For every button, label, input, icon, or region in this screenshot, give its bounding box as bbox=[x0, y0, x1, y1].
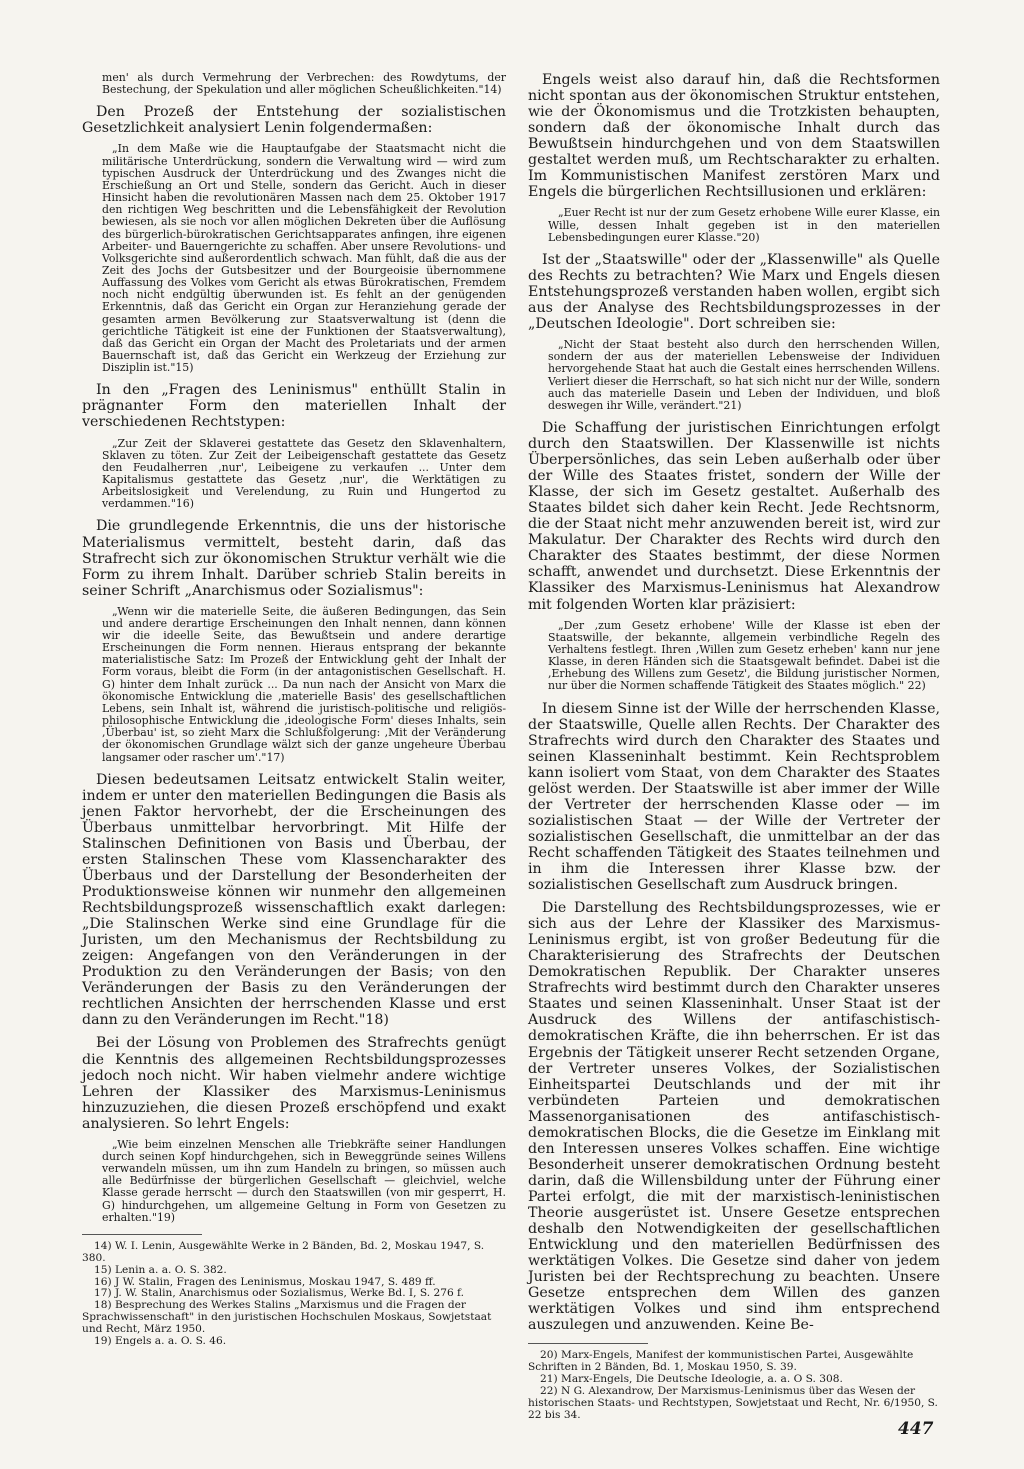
body-paragraph: Ist der „Staatswille" oder der „Klassenwille" als Quelle des Rechts zu betrachten? Wie Marx und Engels diesen Entstehungsprozeß verstanden haben wollen, ergibt sich aus der Analyse des Rechtsbildungsprozesses in der „Deutschen Ideologie". Dort schreiben sie: bbox=[528, 251, 940, 333]
footnote: 21) Marx-Engels, Die Deutsche Ideologie, a. a. O S. 308. bbox=[540, 1373, 843, 1386]
body-paragraph: Engels weist also darauf hin, daß die Rechtsformen nicht spontan aus der ökonomischen Struktur entstehen, wie der Ökonomismus und die Trotzkisten behaupten, sondern daß der ökonomische Inhalt durch das Bewußtsein hindurchgehen und von dem Staatswillen gestaltet werden muß, um Rechtscharakter zu erhalten. Im Kommunistischen Manifest zerstören Marx und Engels die bürgerlichen Rechtsillusionen und erklären: bbox=[528, 72, 940, 201]
right-column bbox=[528, 72, 940, 1422]
footnote: 14) W. I. Lenin, Ausgewählte Werke in 2 Bänden, Bd. 2, Moskau 1947, S. 380. bbox=[82, 1239, 485, 1264]
block-quote: „Zur Zeit der Sklaverei gestattete das Gesetz den Sklavenhaltern, Sklaven zu töten. Zur Zeit der Leibeigenschaft gestattete das Gesetz den Feudalherren ,nur', Leibeigene zu verkaufen ... Unter dem Kapitalismus gestattete das Gesetz ,nur', die Werktätigen zu Arbeitslosigkeit und Verelendung, zu Ruin und Hungertod zu verdammen."16) bbox=[102, 436, 506, 511]
footnote: 17) J. W. Stalin, Anarchismus oder Sozialismus, Werke Bd. I, S. 276 f. bbox=[94, 1287, 464, 1300]
block-quote: „Wie beim einzelnen Menschen alle Triebkräfte seiner Handlungen durch seinen Kopf hindurchgehen, sich in Beweggründe seines Willens verwandeln müssen, um ihn zum Handeln zu bringen, so müssen auch alle Bedürfnisse der bürgerlichen Gesellschaft — gleichviel, welche Klasse gerade herrscht — durch den Staatswillen (von mir gesperrt, H. G) hindurchgehen, um allgemeine Geltung in Form von Gesetzen zu erhalten."19) bbox=[102, 1137, 506, 1224]
block-quote: „Nicht der Staat besteht also durch den herrschenden Willen, sondern der aus der materiellen Lebensweise der Individuen hervorgehende Staat hat auch die Gestalt eines herrschenden Willens. Verliert dieser die Herrschaft, so hat sich nicht nur der Wille, sondern auch das materielle Dasein und Leben der Individuen, und bloß deswegen ihr Wille, verändert."21) bbox=[548, 338, 940, 412]
left-footnotes bbox=[82, 1241, 506, 1348]
block-quote: men' als durch Vermehrung der Verbrechen: des Rowdytums, der Bestechung, der Spekulation und aller möglichen Scheußlichkeiten."14) bbox=[102, 71, 506, 97]
footnote: 19) Engels a. a. O. S. 46. bbox=[94, 1335, 227, 1348]
body-paragraph: Diesen bedeutsamen Leitsatz entwickelt Stalin weiter, indem er unter den materiellen Bedingungen die Basis als jenen Faktor hervorhebt, der die Erscheinungen des Überbaus unmittelbar hervorbringt. Mit Hilfe der Stalinschen Definitionen von Basis und Überbau, der ersten Stalinschen These vom Klassencharakter des Überbaus und der Darstellung der Besonderheiten der Produktionsweise können wir nunmehr den allgemeinen Rechtsbildungsprozeß wissenschaftlich exakt darlegen: „Die Stalinschen Werke sind eine Grundlage für die Juristen, um den Mechanismus der Rechtsbildung zu zeigen: Angefangen von den Veränderungen in der Produktion zu den Veränderungen der Basis; von den Veränderungen der Basis zu den Veränderungen der rechtlichen Ansichten der herrschenden Klasse und erst dann zu den Veränderungen im Recht."18) bbox=[82, 771, 506, 1029]
footnote: 16) J W. Stalin, Fragen des Leninismus, Moskau 1947, S. 489 ff. bbox=[94, 1275, 436, 1288]
footnote: 15) Lenin a. a. O. S. 382. bbox=[94, 1263, 227, 1276]
body-paragraph: Bei der Lösung von Problemen des Strafrechts genügt die Kenntnis des allgemeinen Rechtsbildungsprozesses jedoch noch nicht. Wir haben vielmehr andere wichtige Lehren der Klassiker des Marxismus-Leninismus hinzuzuziehen, die diesen Prozeß erschöpfend und exakt analysieren. So lehrt Engels: bbox=[82, 1035, 506, 1132]
left-body bbox=[82, 72, 506, 1224]
body-paragraph: Die Darstellung des Rechtsbildungsprozesses, wie er sich aus der Lehre der Klassiker des Marxismus-Leninismus ergibt, ist von großer Bedeutung für die Charakterisierung des Strafrechts der Deutschen Demokratischen Republik. Der Charakter unseres Strafrechts wird bestimmt durch den Charakter unseres Staates und seinen Klasseninhalt. Unser Staat ist der Ausdruck des Willens der antifaschistisch-demokratischen Kräfte, die ihn beherrschen. Er ist das Ergebnis der Tätigkeit unserer Recht setzenden Organe, der Vertreter unseres Volkes, der Sozialistischen Einheitspartei Deutschlands und der mit ihr verbündeten Parteien und demokratischen Massenorganisationen des antifaschistisch-demokratischen Blocks, die die Gesetze im Einklang mit den Interessen unseres Volkes schaffen. Eine wichtige Besonderheit unserer demokratischen Ordnung besteht darin, daß die Willensbildung unter der Führung einer Partei erfolgt, die mit der marxistisch-leninistischen Theorie ausgerüstet ist. Unsere Gesetze entsprechen deshalb den Notwendigkeiten der gesellschaftlichen Entwicklung und den materiellen Bedürfnissen des werktätigen Volkes. Die Gesetze sind daher von jedem Juristen bei der Rechtsprechung zu beachten. Unsere Gesetze entsprechen dem Willen des ganzen werktätigen Volkes und sind ihm entsprechend auszulegen und anzuwenden. Keine Be- bbox=[528, 900, 940, 1334]
page-number: 447 bbox=[898, 1419, 934, 1439]
body-paragraph: In diesem Sinne ist der Wille der herrschenden Klasse, der Staatswille, Quelle allen Rechts. Der Charakter des Strafrechts wird durch den Charakter des Staates und seinen Klasseninhalt bestimmt. Kein Rechtsproblem kann isoliert vom Staat, von dem Charakter des Staates gelöst werden. Der Staatswille ist aber immer der Wille der Vertreter der herrschenden Klasse oder — im sozialistischen Staat — der Wille der Vertreter der sozialistischen Gesellschaft, die unmittelbar an der das Recht schaffenden Tätigkeit des Staates teilnehmen und in ihm die Interessen ihrer Klasse bzw. der sozialistischen Gesellschaft zum Ausdruck bringen. bbox=[528, 700, 940, 894]
left-column bbox=[82, 72, 506, 1348]
right-footnotes bbox=[528, 1350, 940, 1421]
footnote-rule bbox=[82, 1234, 202, 1235]
body-paragraph: Den Prozeß der Entstehung der sozialistischen Gesetzlichkeit analysiert Lenin folgendermaßen: bbox=[82, 104, 506, 137]
body-paragraph: In den „Fragen des Leninismus" enthüllt Stalin in prägnanter Form den materiellen Inhalt der verschiedenen Rechtstypen: bbox=[82, 382, 506, 431]
footnote-rule bbox=[528, 1343, 648, 1344]
block-quote: „Euer Recht ist nur der zum Gesetz erhobene Wille eurer Klasse, ein Wille, dessen Inhalt gegeben ist in den materiellen Lebensbedingungen eurer Klasse."20) bbox=[548, 206, 940, 244]
footnote: 22) N G. Alexandrow, Der Marxismus-Leninismus über das Wesen der historischen Staats- und Rechtstypen, Sowjetstaat und Recht, Nr. 6/1950, S. 22 bis 34. bbox=[528, 1385, 938, 1421]
footnote: 18) Besprechung des Werkes Stalins „Marxismus und die Fragen der Sprachwissenschaft" in den juristischen Hochschulen Moskaus, Sowjetstaat und Recht, März 1950. bbox=[82, 1299, 492, 1336]
body-paragraph: Die Schaffung der juristischen Einrichtungen erfolgt durch den Staatswillen. Der Klassenwille ist nichts Überpersönliches, das sein Leben außerhalb oder über der Wille des Staates fristet, sondern der Wille der Klasse, der sich im Gesetz gestaltet. Außerhalb des Staates bildet sich daher kein Recht. Jede Rechtsnorm, die der Staat nicht mehr anzuwenden bereit ist, wird zur Makulatur. Der Charakter des Rechts wird durch den Charakter des Staates bestimmt, der diese Normen schafft, anwendet und durchsetzt. Diese Erkenntnis der Klassiker des Marxismus-Leninismus hat Alexandrow mit folgenden Worten klar präzisiert: bbox=[528, 420, 940, 613]
block-quote: „Wenn wir die materielle Seite, die äußeren Bedingungen, das Sein und andere derartige Erscheinungen den Inhalt nennen, dann können wir die ideelle Seite, das Bewußtsein und andere derartige Erscheinungen die Form nennen. Hieraus entsprang der bekannte materialistische Satz: Im Prozeß der Entwicklung geht der Inhalt der Form voraus, bleibt die Form (in der antagonistischen Gesellschaft. H. G) hinter dem Inhalt zurück ... Da nun nach der Ansicht von Marx die ökonomische Entwicklung die ,materielle Basis' des gesellschaftlichen Lebens, sein Inhalt ist, während die juristisch-politische und religiös-philosophische Entwicklung die ,ideologische Form' dieses Inhalts, sein ,Überbau' ist, so zieht Marx die Schlußfolgerung: ,Mit der Veränderung der ökonomischen Grundlage wälzt sich der ganze ungeheure Überbau langsamer oder rascher um'."17) bbox=[102, 604, 506, 764]
block-quote: „Der ,zum Gesetz erhobene' Wille der Klasse ist eben der Staatswille, der bekannte, allgemein verbindliche Regeln des Verhaltens festlegt. Ihren ,Willen zum Gesetz erheben' kann nur jene Klasse, in deren Händen sich die Staatsgewalt befindet. Dabei ist die ,Erhebung des Willens zum Gesetz', die Bildung juristischer Normen, nur über die Normen schaffende Tätigkeit des Staates möglich." 22) bbox=[548, 618, 940, 693]
body-paragraph: Die grundlegende Erkenntnis, die uns der historische Materialismus vermittelt, besteht darin, daß das Strafrecht sich zur ökonomischen Struktur verhält wie die Form zu ihrem Inhalt. Darüber schrieb Stalin bereits in seiner Schrift „Anarchismus oder Sozialismus": bbox=[82, 518, 506, 599]
footnote: 20) Marx-Engels, Manifest der kommunistischen Partei, Ausgewählte Schriften in 2 Bänden, Bd. 1, Moskau 1950, S. 39. bbox=[528, 1349, 914, 1374]
right-body bbox=[528, 72, 940, 1333]
block-quote: „In dem Maße wie die Hauptaufgabe der Staatsmacht nicht die militärische Unterdrückung, sondern die Verwaltung wird — wird zum typischen Ausdruck der Unterdrückung und des Zwanges nicht die Erschießung an Ort und Stelle, sondern das Gericht. Auch in dieser Hinsicht haben die revolutionären Massen nach dem 25. Oktober 1917 den richtigen Weg beschritten und die Lebensfähigkeit der Revolution bewiesen, als sie noch vor allen möglichen Dekreten über die Auflösung des bürgerlich-bürokratischen Gerichtsapparates anfingen, ihre eigenen Arbeiter- und Bauerngerichte zu schaffen. Aber unsere Revolutions- und Volksgerichte sind außerordentlich schwach. Man fühlt, daß die aus der Zeit des Jochs der Gutsbesitzer und der Bourgeoisie übernommene Auffassung des Volkes vom Gericht als etwas Bürokratischen, Fremdem noch nicht endgültig überwunden ist. Es fehlt an der genügenden Erkenntnis, daß das Gericht ein Organ zur Heranziehung gerade der gesamten armen Bevölkerung zur Staatsverwaltung ist (denn die gerichtliche Tätigkeit ist eine der Funktionen der Staatsverwaltung), daß das Gericht ein Organ der Macht des Proletariats und der armen Bauernschaft ist, daß das Gericht ein Werkzeug der Erziehung zur Disziplin ist."15) bbox=[102, 142, 506, 375]
